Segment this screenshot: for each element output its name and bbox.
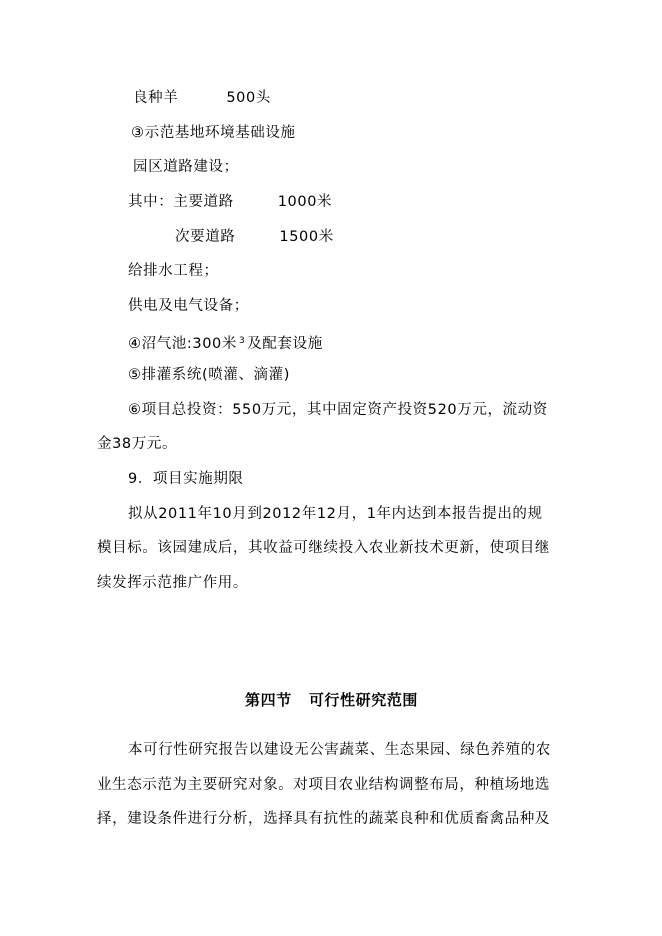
implementation-paragraph-line-2: 模目标。该园建成后，其收益可继续投入农业新技术更新，使项目继	[97, 540, 550, 556]
item-sheep-name: 良种羊	[133, 90, 179, 106]
biogas-tank-main: ④沼气池:300米	[128, 336, 237, 352]
section-title	[245, 691, 418, 709]
main-road-value: 1000米	[277, 194, 333, 210]
implementation-paragraph-line-1: 拟从2011年10月到2012年12月，1年内达到本报告提出的规	[128, 506, 543, 522]
scope-paragraph-line-3: 择，建设条件进行分析，选择具有抗性的蔬菜良种和优质畜禽品种及	[97, 811, 550, 827]
scope-paragraph-line-1: 本可行性研究报告以建设无公害蔬菜、生态果园、绿色养殖的农	[128, 742, 551, 758]
power-equipment: 供电及电气设备；	[128, 298, 249, 314]
scope-paragraph-line-2: 业生态示范为主要研究对象。对项目农业结构调整布局，种植场地选	[97, 777, 550, 793]
road-construction: 园区道路建设；	[133, 159, 239, 175]
implementation-period-heading: 9．项目实施期限	[128, 471, 244, 487]
biogas-tank-superscript: 3	[238, 336, 246, 346]
infrastructure-heading: ③示范基地环境基础设施	[131, 125, 296, 141]
item-sheep	[133, 89, 271, 107]
implementation-paragraph-line-3: 续发挥示范推广作用。	[97, 575, 248, 591]
total-investment-continued: 金38万元。	[97, 436, 178, 452]
biogas-tank	[128, 332, 323, 353]
section-title-number: 第四节	[245, 691, 292, 709]
main-road-name: 主要道路	[173, 194, 234, 210]
biogas-tank-rest: 及配套设施	[247, 336, 323, 352]
item-sheep-value: 500头	[226, 90, 271, 106]
section-title-text: 可行性研究范围	[308, 691, 419, 709]
secondary-road-name: 次要道路	[175, 229, 236, 245]
water-works: 给排水工程；	[128, 263, 219, 279]
main-road-prefix: 其中：	[128, 194, 174, 210]
main-road	[128, 193, 332, 211]
secondary-road-value: 1500米	[279, 229, 334, 245]
irrigation-system: ⑤排灌系统(喷灌、滴灌)	[128, 367, 291, 383]
secondary-road	[175, 228, 334, 246]
total-investment: ⑥项目总投资：550万元，其中固定资产投资520万元，流动资	[128, 402, 548, 418]
